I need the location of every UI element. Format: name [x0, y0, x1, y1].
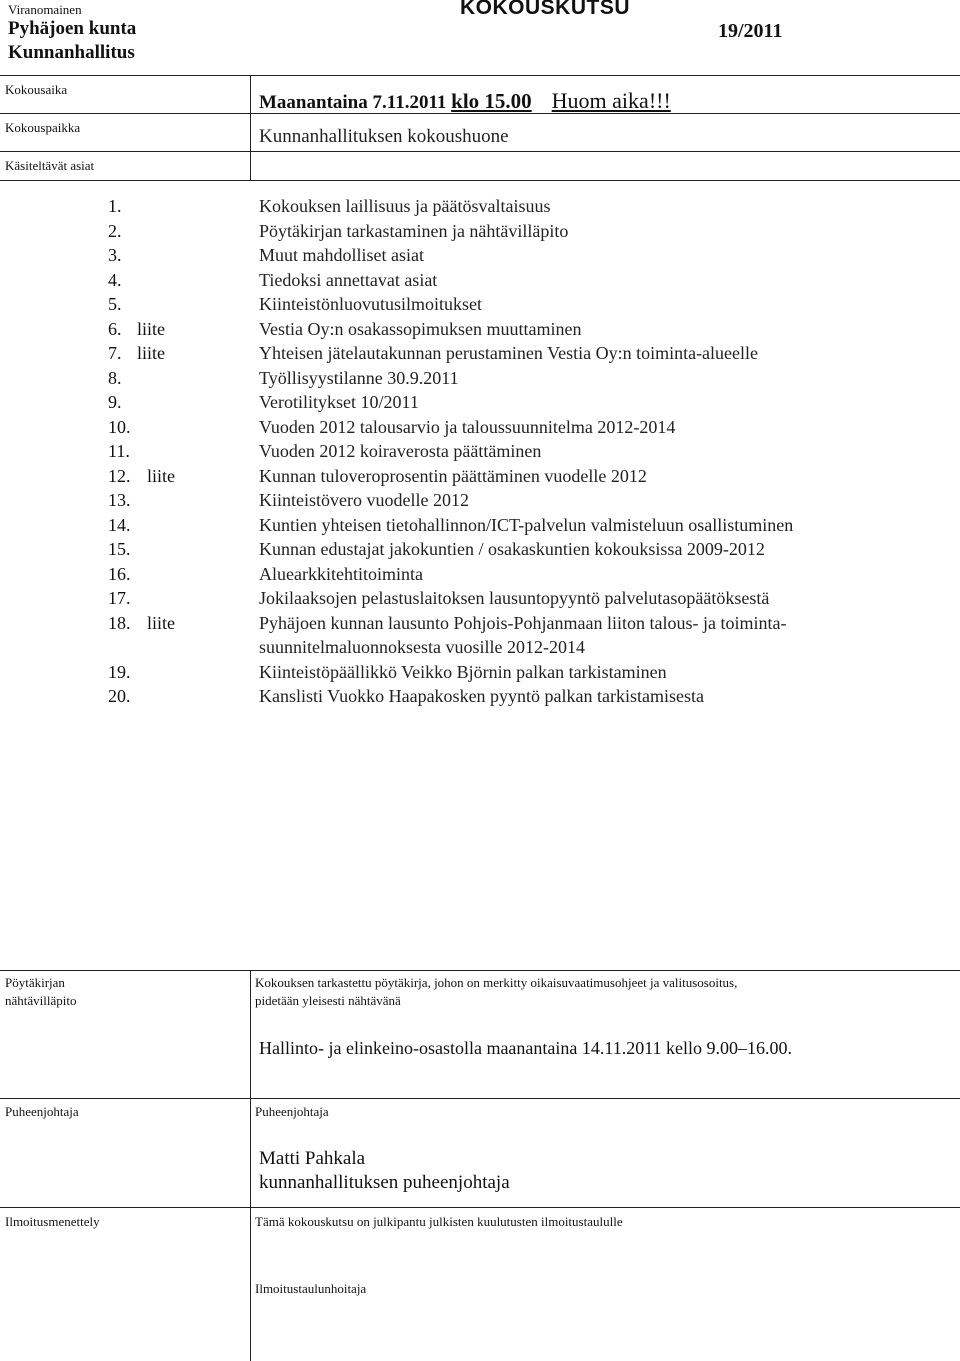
agenda-item-text: Pyhäjoen kunnan lausunto Pohjois-Pohjanmaan liiton talous- ja toiminta-: [259, 612, 787, 633]
document-type: KOKOUSKUTSU: [460, 0, 631, 19]
minutes-label-line1: Pöytäkirjan: [5, 975, 65, 990]
chair-label: Puheenjohtaja: [5, 1104, 79, 1119]
agenda-item-number: 16.: [108, 563, 131, 584]
agenda-item-text: Kiinteistövero vuodelle 2012: [259, 490, 469, 510]
agenda-item-number: 2.: [108, 220, 122, 241]
column-divider-bottom: [250, 970, 251, 1361]
agenda-item-number: 4.: [108, 269, 122, 290]
meeting-time-note: Huom aika!!!: [551, 88, 671, 113]
agenda-item-text-continued: suunnitelmaluonnoksesta vuosille 2012-2014: [259, 637, 585, 657]
agenda-label: Käsiteltävät asiat: [5, 158, 95, 173]
agenda-item-text: Kiinteistöpäällikkö Veikko Björnin palkan tarkistaminen: [259, 661, 667, 682]
minutes-text-line1: Kokouksen tarkastettu pöytäkirja, johon on merkitty oikaisuvaatimusohjeet ja valitusosoitus,: [255, 975, 738, 990]
authority-label: Viranomainen: [8, 2, 82, 17]
divider-time: [0, 113, 960, 114]
agenda-item-number: 19.: [108, 661, 131, 682]
agenda-item-text: Kunnan edustajat jakokuntien / osakaskuntien kokouksissa 2009-2012: [259, 539, 765, 559]
agenda-item-text: Kiinteistönluovutusilmoitukset: [259, 294, 483, 314]
minutes-text-line2: pidetään yleisesti nähtävänä: [255, 993, 401, 1008]
agenda-item-number: 3.: [108, 245, 122, 265]
notice-keeper-label: Ilmoitustaulunhoitaja: [255, 1281, 367, 1296]
chair-name: Matti Pahkala: [259, 1148, 366, 1169]
agenda-item-attachment: liite: [147, 465, 175, 486]
agenda-item-text: Yhteisen jätelautakunnan perustaminen Vestia Oy:n toiminta-alueelle: [259, 343, 759, 363]
agenda-item-number: 1.: [108, 196, 122, 216]
agenda-item-number: 5.: [108, 294, 122, 314]
chair-label-right: Puheenjohtaja: [255, 1104, 329, 1119]
board-name: Kunnanhallitus: [8, 42, 135, 63]
agenda-item-text: Jokilaaksojen pelastuslaitoksen lausuntopyyntö palvelutasopäätöksestä: [259, 588, 770, 608]
agenda-item-text: Vuoden 2012 koiraverosta päättäminen: [259, 441, 542, 461]
notice-label: Ilmoitusmenettely: [5, 1214, 100, 1229]
minutes-place-time: Hallinto- ja elinkeino-osastolla maanantaina 14.11.2011 kello 9.00–16.00.: [259, 1038, 793, 1058]
agenda-item-number: 10.: [108, 416, 131, 437]
agenda-item-number: 6.: [108, 318, 122, 339]
municipality-name: Pyhäjoen kunta: [8, 18, 137, 39]
agenda-item-attachment: liite: [147, 612, 175, 633]
agenda-item-number: 8.: [108, 367, 122, 388]
agenda-item-text: Vestia Oy:n osakassopimuksen muuttaminen: [259, 318, 582, 339]
agenda-item-attachment: liite: [137, 318, 165, 339]
agenda-item-attachment: liite: [137, 343, 165, 363]
agenda-item-number: 13.: [108, 490, 131, 510]
meeting-time-label: Kokousaika: [5, 82, 68, 97]
agenda-item-number: 11.: [108, 441, 130, 461]
agenda-item-text: Aluearkkitehtitoiminta: [259, 563, 423, 584]
agenda-item-text: Kokouksen laillisuus ja päätösvaltaisuus: [259, 196, 551, 216]
divider-minutes: [0, 970, 960, 971]
agenda-item-number: 12.: [108, 465, 131, 486]
agenda-item-number: 20.: [108, 686, 131, 706]
agenda-item-text: Muut mahdolliset asiat: [259, 245, 424, 265]
divider-agenda: [0, 180, 960, 181]
agenda-item-text: Verotilitykset 10/2011: [259, 392, 419, 412]
divider-chair: [0, 1098, 960, 1099]
meeting-time-value: [259, 88, 671, 114]
divider-place: [0, 151, 960, 152]
agenda-item-number: 7.: [108, 343, 122, 363]
minutes-label-line2: nähtävilläpito: [5, 993, 77, 1008]
agenda-item-text: Kuntien yhteisen tietohallinnon/ICT-palvelun valmisteluun osallistuminen: [259, 514, 794, 535]
agenda-item-text: Kunnan tuloveroprosentin päättäminen vuodelle 2012: [259, 465, 647, 486]
agenda-item-text: Kanslisti Vuokko Haapakosken pyyntö palkan tarkistamisesta: [259, 686, 705, 706]
agenda-item-number: 18.: [108, 612, 131, 633]
agenda-item-number: 17.: [108, 588, 131, 608]
agenda-item-text: Pöytäkirjan tarkastaminen ja nähtävilläpito: [259, 220, 569, 241]
agenda-item-text: Vuoden 2012 talousarvio ja taloussuunnitelma 2012-2014: [259, 416, 676, 437]
meeting-place-value: Kunnanhallituksen kokoushuone: [259, 126, 509, 147]
agenda-item-number: 14.: [108, 514, 131, 535]
agenda-item-text: Tiedoksi annettavat asiat: [259, 269, 438, 290]
agenda-item-number: 9.: [108, 392, 122, 412]
column-divider-top: [250, 75, 251, 180]
header-divider: [0, 75, 960, 76]
notice-text: Tämä kokouskutsu on julkipantu julkisten kuulutusten ilmoitustaululle: [255, 1214, 623, 1229]
meeting-place-label: Kokouspaikka: [5, 120, 81, 135]
meeting-klo: klo 15.00: [451, 89, 532, 113]
agenda-item-text: Työllisyystilanne 30.9.2011: [259, 367, 459, 388]
document-number: 19/2011: [718, 20, 783, 42]
chair-title: kunnanhallituksen puheenjohtaja: [259, 1172, 510, 1193]
meeting-date: Maanantaina 7.11.2011: [259, 92, 452, 113]
agenda-item-number: 15.: [108, 539, 131, 559]
divider-notice: [0, 1207, 960, 1208]
